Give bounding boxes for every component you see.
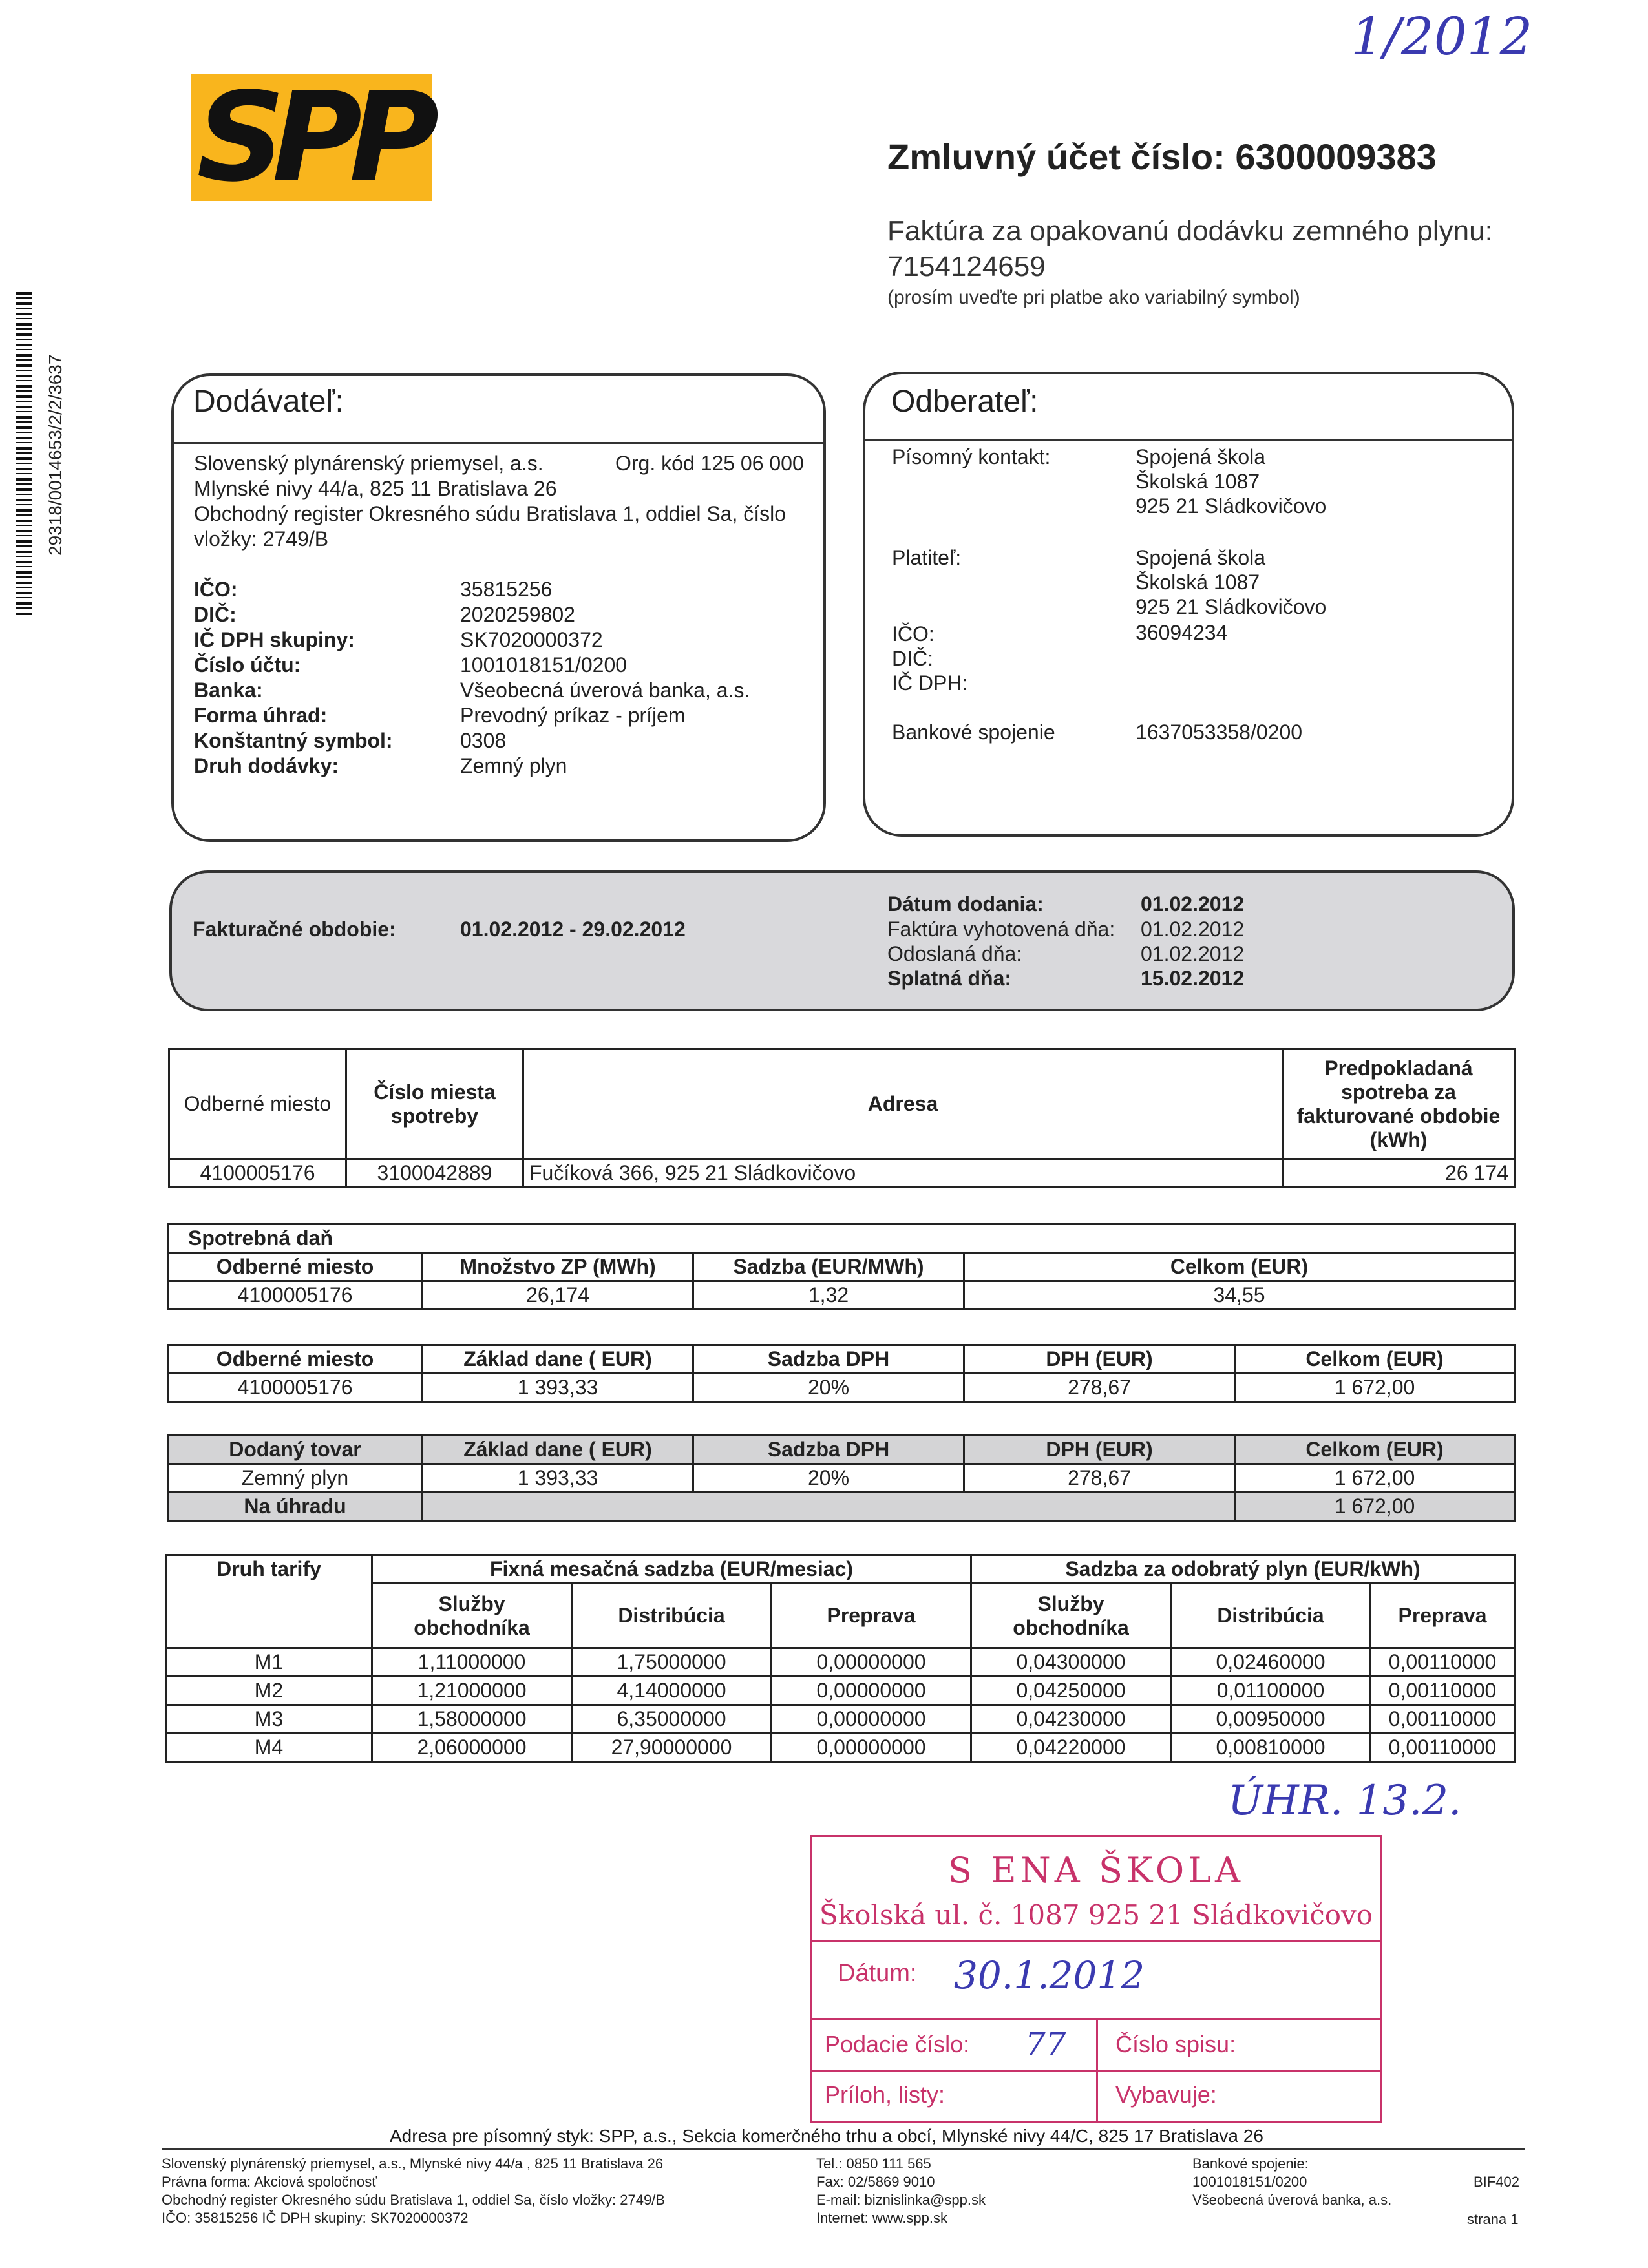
excise-total: 34,55	[964, 1281, 1515, 1310]
tariff-row-m4-col4: 0,04220000	[971, 1734, 1171, 1762]
tariff-row-m1-type: M1	[166, 1648, 372, 1677]
tariff-row-m3-col4: 0,04230000	[971, 1705, 1171, 1734]
contact-line-1: Spojená škola	[1136, 445, 1266, 468]
tariff-header-fixed: Fixná mesačná sadzba (EUR/mesiac)	[372, 1555, 971, 1584]
supplier-label-ico: IČO:	[194, 578, 238, 601]
amount-due-label: Na úhradu	[168, 1493, 423, 1521]
excise-header-point: Odberné miesto	[168, 1253, 423, 1281]
tariff-sub-fixed-transport: Preprava	[772, 1584, 971, 1648]
goods-header-vat: DPH (EUR)	[964, 1436, 1235, 1464]
payer-line-3: 925 21 Sládkovičovo	[1136, 595, 1327, 618]
consumption-point: 4100005176	[169, 1159, 346, 1188]
payer-label: Platiteľ:	[892, 546, 962, 569]
stamp-date-label: Dátum:	[838, 1960, 917, 1987]
payer-ico: 36094234	[1136, 621, 1228, 644]
goods-header-item: Dodaný tovar	[168, 1436, 423, 1464]
contact-label: Písomný kontakt:	[892, 445, 1051, 468]
stamp-attach-label: Príloh, listy:	[825, 2081, 945, 2108]
tariff-row-m3-col3: 0,00000000	[772, 1705, 971, 1734]
footer-contact	[816, 2155, 986, 2227]
tariff-row-m1-col2: 1,75000000	[572, 1648, 772, 1677]
tariff-sub-rate-services: Služby obchodníka	[971, 1584, 1171, 1648]
supplier-value-bank: Všeobecná úverová banka, a.s.	[460, 678, 750, 702]
excise-table	[167, 1223, 1516, 1310]
tariff-row-m1-col3: 0,00000000	[772, 1648, 971, 1677]
footer-company-line-3: Obchodný register Okresného súdu Bratislava 1, oddiel Sa, číslo vložky: 2749/B	[162, 2192, 665, 2208]
bank-label: Bankové spojenie	[892, 720, 1055, 744]
goods-rate: 20%	[693, 1464, 964, 1493]
vat-total: 1 672,00	[1235, 1374, 1515, 1402]
tariff-row-m2-col2: 4,14000000	[572, 1677, 772, 1705]
payer-line-1: Spojená škola	[1136, 546, 1266, 569]
tariff-row-m2-col1: 1,21000000	[372, 1677, 572, 1705]
contact-line-2: Školská 1087	[1136, 470, 1260, 493]
supplier-value-icdph: SK7020000372	[460, 628, 603, 651]
supplier-label-bank: Banka:	[194, 678, 263, 702]
account-label: Zmluvný účet číslo:	[887, 136, 1225, 177]
tariff-sub-rate-transport: Preprava	[1371, 1584, 1515, 1648]
excise-header-total: Celkom (EUR)	[964, 1253, 1515, 1281]
supplier-register: Obchodný register Okresného súdu Bratislava 1, oddiel Sa, číslo	[194, 502, 787, 525]
vat-table	[167, 1344, 1516, 1403]
consumption-header-address: Adresa	[523, 1049, 1283, 1159]
barcode	[16, 292, 32, 615]
consumption-number: 3100042889	[346, 1159, 523, 1188]
supplier-value-constant: 0308	[460, 729, 507, 752]
tariff-table	[165, 1554, 1516, 1763]
footer-page: strana 1	[1467, 2211, 1519, 2227]
amount-due-value: 1 672,00	[1235, 1493, 1515, 1521]
delivery-date-label: Dátum dodania:	[887, 892, 1044, 916]
footer-company-line-2: Právna forma: Akciová spoločnosť	[162, 2174, 377, 2190]
excise-point: 4100005176	[168, 1281, 423, 1310]
footer-bank-account: 1001018151/0200	[1192, 2174, 1307, 2190]
footer-web: Internet: www.spp.sk	[816, 2210, 947, 2226]
footer-bank-name: Všeobecná úverová banka, a.s.	[1192, 2192, 1392, 2208]
goods-total: 1 672,00	[1235, 1464, 1515, 1493]
supplier-org-code: Org. kód 125 06 000	[615, 452, 804, 475]
tariff-row-m3-col2: 6,35000000	[572, 1705, 772, 1734]
stamp-file-label: Číslo spisu:	[1115, 2031, 1236, 2057]
excise-header-rate: Sadzba (EUR/MWh)	[693, 1253, 964, 1281]
supplier-value-ico: 35815256	[460, 578, 553, 601]
consumption-header-number: Číslo miesta spotreby	[346, 1049, 523, 1159]
footer-form-code: BIF402	[1474, 2174, 1519, 2190]
footer-divider	[162, 2148, 1525, 2150]
spp-logo	[191, 66, 432, 209]
handwritten-payment-note: ÚHR. 13.2.	[1228, 1777, 1462, 1825]
customer-icdph-label: IČ DPH:	[892, 671, 968, 695]
consumption-estimate: 26 174	[1283, 1159, 1515, 1188]
vat-point: 4100005176	[168, 1374, 423, 1402]
stamp-date-value: 30.1.2012	[954, 1953, 1145, 1997]
tariff-row-m4-col1: 2,06000000	[372, 1734, 572, 1762]
goods-header-base: Základ dane ( EUR)	[423, 1436, 693, 1464]
due-date-value: 15.02.2012	[1141, 967, 1245, 990]
tariff-row-m2-col5: 0,01100000	[1171, 1677, 1371, 1705]
supplier-value-dic: 2020259802	[460, 603, 575, 626]
tariff-row-m2-col3: 0,00000000	[772, 1677, 971, 1705]
tariff-row-m3-col6: 0,00110000	[1371, 1705, 1515, 1734]
vat-rate: 20%	[693, 1374, 964, 1402]
tariff-row-m2-col6: 0,00110000	[1371, 1677, 1515, 1705]
tariff-header-type: Druh tarify	[166, 1555, 372, 1648]
supplier-name: Slovenský plynárenský priemysel, a.s.	[194, 452, 544, 475]
supplier-label-icdph: IČ DPH skupiny:	[194, 628, 355, 651]
footer-bank	[1192, 2155, 1391, 2209]
goods-header-rate: Sadzba DPH	[693, 1436, 964, 1464]
supplier-value-account: 1001018151/0200	[460, 653, 628, 677]
goods-header-total: Celkom (EUR)	[1235, 1436, 1515, 1464]
consumption-header-estimate: Predpokladaná spotreba za fakturované obdobie (kWh)	[1283, 1049, 1515, 1159]
bank-value: 1637053358/0200	[1136, 720, 1303, 744]
issued-date-label: Faktúra vyhotovená dňa:	[887, 918, 1115, 941]
consumption-address: Fučíková 366, 925 21 Sládkovičovo	[523, 1159, 1283, 1188]
customer-ico-label: IČO:	[892, 622, 935, 646]
goods-item: Zemný plyn	[168, 1464, 423, 1493]
tariff-row-m4-col2: 27,90000000	[572, 1734, 772, 1762]
tariff-sub-fixed-services: Služby obchodníka	[372, 1584, 572, 1648]
payer-line-2: Školská 1087	[1136, 571, 1260, 594]
vat-header-base: Základ dane ( EUR)	[423, 1345, 693, 1374]
vat-base: 1 393,33	[423, 1374, 693, 1402]
invoice-note: (prosím uveďte pri platbe ako variabilný symbol)	[887, 287, 1300, 308]
stamp-handler-label: Vybavuje:	[1115, 2081, 1217, 2108]
tariff-row-m4-col3: 0,00000000	[772, 1734, 971, 1762]
supplier-label-dic: DIČ:	[194, 603, 237, 626]
footer-phone: Tel.: 0850 111 565	[816, 2156, 931, 2172]
tariff-row-m1-col1: 1,11000000	[372, 1648, 572, 1677]
vat-header-vat: DPH (EUR)	[964, 1345, 1235, 1374]
excise-rate: 1,32	[693, 1281, 964, 1310]
supplier-label-payment: Forma úhrad:	[194, 704, 328, 727]
customer-dic-label: DIČ:	[892, 647, 933, 670]
footer-company	[162, 2155, 665, 2227]
sent-date-value: 01.02.2012	[1141, 942, 1245, 965]
goods-base: 1 393,33	[423, 1464, 693, 1493]
tariff-row-m2-col4: 0,04250000	[971, 1677, 1171, 1705]
supplier-heading: Dodávateľ:	[193, 384, 344, 419]
tariff-row-m3-col5: 0,00950000	[1171, 1705, 1371, 1734]
excise-header-amount: Množstvo ZP (MWh)	[423, 1253, 693, 1281]
goods-vat: 278,67	[964, 1464, 1235, 1493]
vat-header-rate: Sadzba DPH	[693, 1345, 964, 1374]
tariff-row-m1-col6: 0,00110000	[1371, 1648, 1515, 1677]
invoice-label: Faktúra za opakovanú dodávku zemného plynu:	[887, 215, 1493, 247]
tariff-sub-rate-distribution: Distribúcia	[1171, 1584, 1371, 1648]
supplier-label-constant: Konštantný symbol:	[194, 729, 393, 752]
supplier-divider	[174, 442, 823, 444]
tariff-header-rate: Sadzba za odobratý plyn (EUR/kWh)	[971, 1555, 1515, 1584]
vat-amount: 278,67	[964, 1374, 1235, 1402]
footer-company-line-4: IČO: 35815256 IČ DPH skupiny: SK7020000372	[162, 2210, 469, 2226]
footer-company-line-1: Slovenský plynárenský priemysel, a.s., Mlynské nivy 44/a , 825 11 Bratislava 26	[162, 2156, 664, 2172]
sent-date-label: Odoslaná dňa:	[887, 942, 1022, 965]
excise-amount: 26,174	[423, 1281, 693, 1310]
due-date-label: Splatná dňa:	[887, 967, 1012, 990]
tariff-row-m4-type: M4	[166, 1734, 372, 1762]
consumption-table	[168, 1048, 1516, 1188]
supplier-label-type: Druh dodávky:	[194, 754, 339, 777]
footer-bank-label: Bankové spojenie:	[1192, 2156, 1309, 2172]
supplier-value-type: Zemný plyn	[460, 754, 567, 777]
barcode-text: 29318/0014653/2/2/3637	[45, 354, 65, 556]
account-title	[887, 136, 1437, 178]
tariff-row-m3-col1: 1,58000000	[372, 1705, 572, 1734]
stamp-divider-3	[812, 2070, 1380, 2072]
period-value: 01.02.2012 - 29.02.2012	[460, 918, 686, 941]
footer-email: E-mail: biznislinka@spp.sk	[816, 2192, 986, 2208]
footer-fax: Fax: 02/5869 9010	[816, 2174, 935, 2190]
customer-heading: Odberateľ:	[891, 384, 1039, 419]
supplier-register-2: vložky: 2749/B	[194, 527, 329, 551]
vat-header-point: Odberné miesto	[168, 1345, 423, 1374]
period-label: Fakturačné obdobie:	[193, 918, 396, 941]
mail-address: Adresa pre písomný styk: SPP, a.s., Sekcia komerčného trhu a obcí, Mlynské nivy 44/C, 825 17 Bratislava 26	[390, 2126, 1263, 2146]
delivery-date-value: 01.02.2012	[1141, 892, 1245, 916]
stamp-address: Školská ul. č. 1087 925 21 Sládkovičovo	[819, 1899, 1373, 1931]
goods-table	[167, 1434, 1516, 1522]
logo-text: SPP	[196, 66, 427, 209]
tariff-sub-fixed-distribution: Distribúcia	[572, 1584, 772, 1648]
supplier-address: Mlynské nivy 44/a, 825 11 Bratislava 26	[194, 477, 557, 500]
customer-divider	[865, 439, 1512, 441]
tariff-row-m1-col5: 0,02460000	[1171, 1648, 1371, 1677]
stamp-school: S ENA ŠKOLA	[947, 1850, 1244, 1891]
stamp-divider-1	[812, 1940, 1380, 1942]
amount-due-spacer	[423, 1493, 1235, 1521]
tariff-row-m4-col6: 0,00110000	[1371, 1734, 1515, 1762]
tariff-row-m4-col5: 0,00810000	[1171, 1734, 1371, 1762]
tariff-row-m2-type: M2	[166, 1677, 372, 1705]
excise-title: Spotrebná daň	[168, 1224, 1515, 1253]
supplier-label-account: Číslo účtu:	[194, 653, 301, 677]
consumption-header-point: Odberné miesto	[169, 1049, 346, 1159]
tariff-row-m1-col4: 0,04300000	[971, 1648, 1171, 1677]
invoice-number: 7154124659	[887, 251, 1046, 282]
handwritten-date: 1/2012	[1351, 6, 1533, 67]
vat-header-total: Celkom (EUR)	[1235, 1345, 1515, 1374]
contact-line-3: 925 21 Sládkovičovo	[1136, 494, 1327, 518]
account-number: 6300009383	[1235, 136, 1437, 177]
stamp-filing-value: 77	[1025, 2026, 1066, 2063]
tariff-row-m3-type: M3	[166, 1705, 372, 1734]
issued-date-value: 01.02.2012	[1141, 918, 1245, 941]
supplier-value-payment: Prevodný príkaz - príjem	[460, 704, 686, 727]
stamp-filing-label: Podacie číslo:	[825, 2031, 970, 2057]
registry-stamp	[810, 1835, 1382, 2123]
